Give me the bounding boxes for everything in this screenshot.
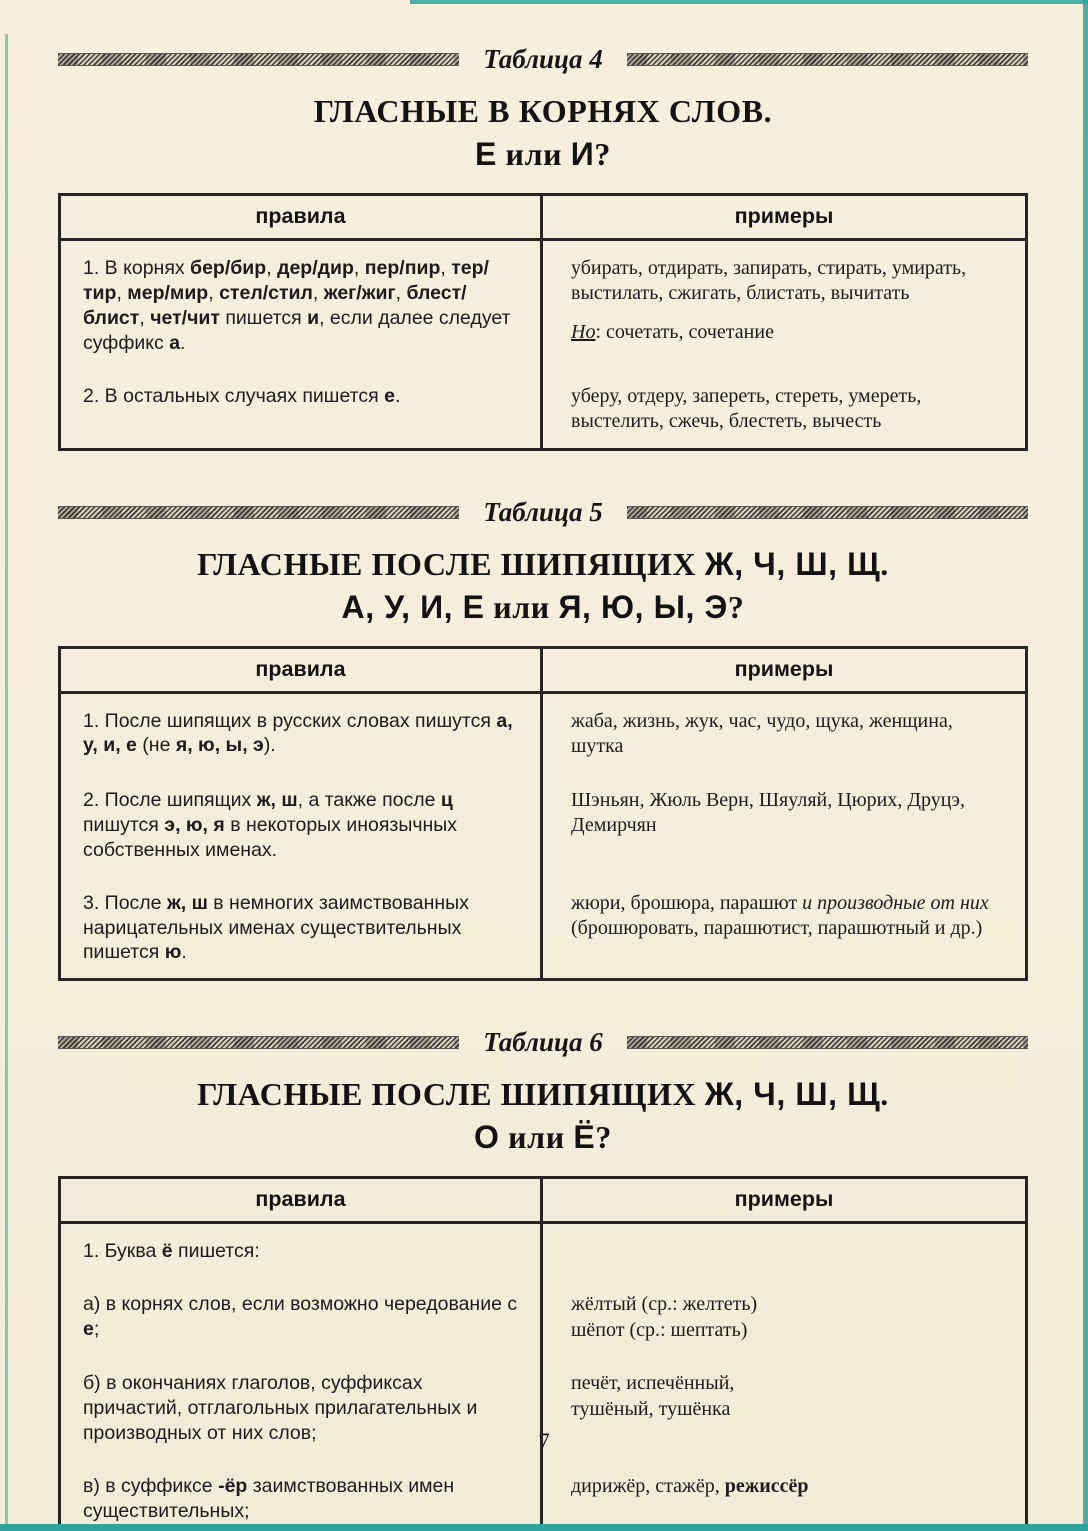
rule-paragraph: б) в окончаниях глаголов, суффиксах причастий, отглагольных прилагательных и производных от них слов; (83, 1372, 478, 1445)
column-header-examples: примеры (543, 649, 1025, 694)
example-paragraph: Но: сочетать, сочетание (571, 320, 774, 343)
column-header-rules: правила (61, 196, 543, 241)
cell-rules (61, 1224, 543, 1277)
title-line-2: О или Ё? (474, 1119, 612, 1156)
scan-edge-right (1083, 0, 1088, 1531)
cell-rules (61, 773, 543, 876)
cell-examples (543, 694, 1025, 773)
cell-rules (61, 369, 543, 448)
hatch-bar-right (627, 53, 1028, 66)
rules-examples-table (58, 193, 1028, 451)
title-line-1: ГЛАСНЫЕ ПОСЛЕ ШИПЯЩИХ Ж, Ч, Ш, Щ. (197, 545, 889, 582)
cell-examples (543, 1459, 1025, 1531)
example-paragraph: Шэньян, Жюль Верн, Шяуляй, Цюрих, Друцэ, Демирчян (571, 788, 966, 837)
cell-examples (543, 1224, 1025, 1277)
rule-paragraph: 3. После ж, ш в немногих заимствованных нарицательных именах существительных пишется ю. (83, 891, 469, 964)
page-number: 7 (538, 1429, 550, 1454)
rule-paragraph: 1. После шипящих в русских словах пишутся а, у, и, е (не я, ю, ы, э). (83, 709, 513, 757)
cell-rules (61, 694, 543, 773)
rules-examples-table (58, 646, 1028, 982)
hatch-bar-left (58, 506, 459, 519)
example-paragraph: уберу, отдеру, запереть, стереть, умереть, выстелить, сжечь, блестеть, вычесть (571, 384, 922, 433)
column-header-rules: правила (61, 649, 543, 694)
hatch-bar-left (58, 1036, 459, 1049)
scan-edge-top (410, 0, 1088, 4)
section-table-5 (58, 497, 1028, 982)
section-table-6 (58, 1027, 1028, 1531)
title-line-1: ГЛАСНЫЕ В КОРНЯХ СЛОВ. (313, 93, 773, 129)
scan-edge-left (5, 34, 8, 1531)
cell-examples (543, 876, 1025, 979)
example-paragraph: печёт, испечённый, тушёный, тушёнка (571, 1372, 735, 1420)
table-label: Таблица 4 (483, 44, 603, 74)
column-header-rules: правила (61, 1179, 543, 1224)
cell-rules (61, 1459, 543, 1531)
section-title (58, 1073, 1028, 1159)
cell-examples (543, 1277, 1025, 1356)
cell-rules (61, 876, 543, 979)
example-paragraph: жаба, жизнь, жук, час, чудо, щука, женщина, шутка (571, 709, 953, 758)
table-label-bar (58, 44, 1028, 75)
title-line-2: Е или И? (475, 135, 611, 172)
rule-paragraph: 1. В корнях бер/бир, дер/дир, пер/пир, тер/тир, мер/мир, стел/стил, жег/жиг, блест/блист, чет/чит пишется и, если далее следует суффикс а. (83, 256, 511, 354)
cell-rules (61, 1277, 543, 1356)
section-table-4 (58, 44, 1028, 451)
column-header-examples: примеры (543, 196, 1025, 241)
hatch-bar-right (627, 506, 1028, 519)
section-title (58, 90, 1028, 176)
rule-paragraph: 2. После шипящих ж, ш, а также после ц пишутся э, ю, я в некоторых иноязычных собственных именах. (83, 788, 458, 861)
cell-examples (543, 241, 1025, 369)
cell-rules (61, 241, 543, 369)
table-label: Таблица 6 (483, 1027, 603, 1058)
hatch-bar-right (627, 1036, 1028, 1049)
table-label-bar (58, 497, 1028, 528)
rule-paragraph: 2. В остальных случаях пишется е. (83, 384, 401, 407)
table-label-bar (58, 1027, 1028, 1058)
rule-paragraph: а) в корнях слов, если возможно чередование с е; (83, 1293, 518, 1341)
example-paragraph: жюри, брошюра, парашют и производные от них (брошюровать, парашютист, парашютный и др.) (571, 891, 989, 940)
title-line-1: ГЛАСНЫЕ ПОСЛЕ ШИПЯЩИХ Ж, Ч, Ш, Щ. (197, 1076, 889, 1113)
title-line-2: А, У, И, Е или Я, Ю, Ы, Э? (341, 588, 745, 625)
cell-examples (543, 773, 1025, 876)
rules-examples-table (58, 1176, 1028, 1531)
rule-paragraph: в) в суффиксе -ёр заимствованных имен существительных; (83, 1475, 455, 1523)
cell-examples (543, 369, 1025, 448)
example-paragraph: убирать, отдирать, запирать, стирать, умирать, выстилать, сжигать, блистать, вычитать (571, 256, 967, 305)
example-paragraph: дирижёр, стажёр, режиссёр (571, 1475, 809, 1498)
example-paragraph: жёлтый (ср.: желтеть) шёпот (ср.: шептать) (571, 1293, 758, 1341)
table-label: Таблица 5 (483, 496, 603, 527)
section-title (58, 543, 1028, 629)
column-header-examples: примеры (543, 1179, 1025, 1224)
scan-edge-bottom (0, 1524, 1088, 1531)
hatch-bar-left (58, 53, 459, 66)
rule-paragraph: 1. Буква ё пишется: (83, 1240, 260, 1263)
